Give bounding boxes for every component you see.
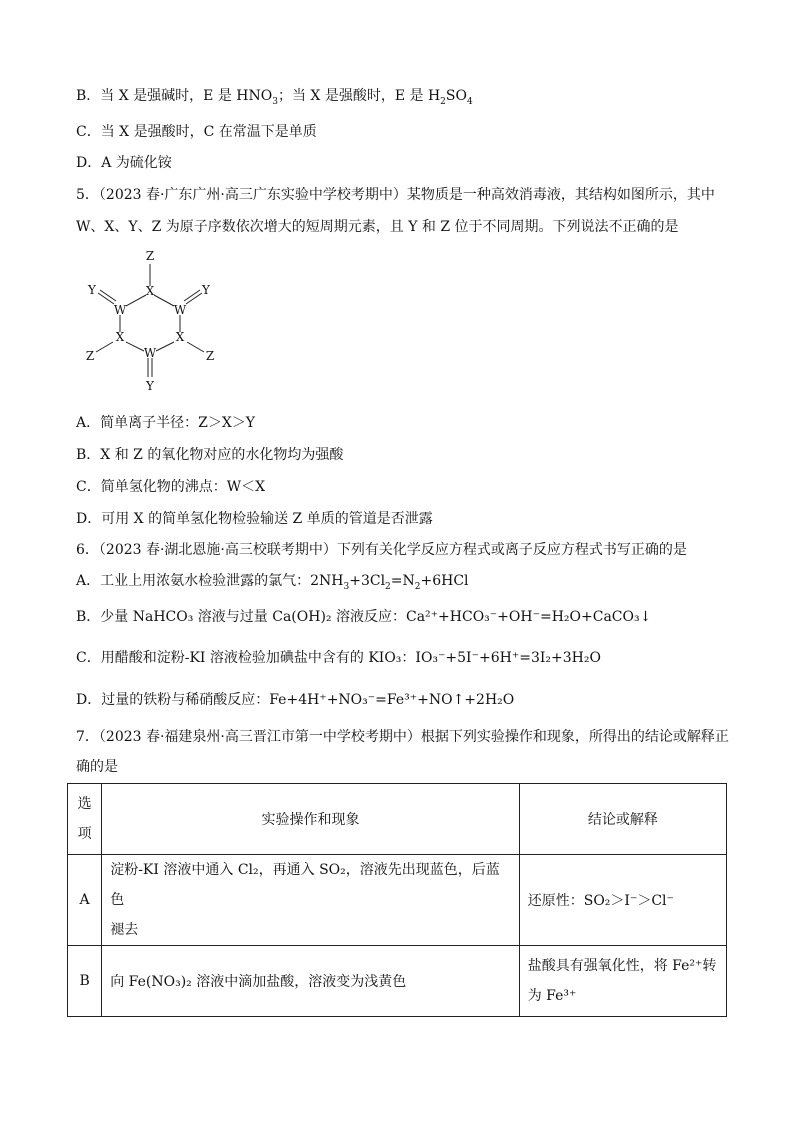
atom-y-right: Y bbox=[202, 283, 210, 297]
table-header-row bbox=[68, 784, 727, 855]
header-conclusion: 结论或解释 bbox=[519, 784, 726, 855]
atom-w-bottom: W bbox=[143, 346, 157, 360]
atom-x-top: X bbox=[145, 284, 155, 298]
q5-option-c: C．简单氢化物的沸点：W＜X bbox=[76, 479, 266, 495]
atom-y-bottom: Y bbox=[146, 379, 154, 393]
q5-option-a: A．简单离子半径：Z＞X＞Y bbox=[76, 415, 256, 431]
table-row bbox=[68, 855, 727, 946]
header-operation: 实验操作和现象 bbox=[102, 784, 520, 855]
atom-x-right: X bbox=[175, 330, 185, 344]
header-option: 选 项 bbox=[68, 784, 102, 855]
q6-option-b: B．少量 NaHCO₃ 溶液与过量 Ca(OH)₂ 溶液反应：Ca²⁺+HCO₃⁻+OH⁻=H₂O+CaCO₃↓ bbox=[76, 609, 652, 625]
atom-z-top: Z bbox=[145, 249, 155, 263]
q6-stem: 6．（2023 春·湖北恩施·高三校联考期中）下列有关化学反应方程式或离子反应方程式书写正确的是 bbox=[76, 542, 687, 558]
q5-stem-line1: 5．（2023 春·广东广州·高三广东实验中学校考期中）某物质是一种高效消毒液，其结构如图所示，其中 bbox=[76, 187, 715, 203]
q5-stem-line2: W、X、Y、Z 为原子序数依次增大的短周期元素，且 Y 和 Z 位于不同周期。下列说法不正确的是 bbox=[76, 219, 679, 235]
table-row bbox=[68, 946, 727, 1017]
atom-z-left: Z bbox=[85, 349, 95, 363]
atom-x-left: X bbox=[115, 330, 125, 344]
row-conclusion: 还原性：SO₂＞I⁻＞Cl⁻ bbox=[519, 855, 726, 946]
molecular-structure-diagram bbox=[78, 248, 228, 398]
q6-option-d: D．过量的铁粉与稀硝酸反应：Fe+4H⁺+NO₃⁻=Fe³⁺+NO↑+2H₂O bbox=[76, 692, 515, 708]
atom-w-left: W bbox=[113, 303, 127, 317]
q4-option-b: B．当 X 是强碱时，E 是 $HNO_3$；当 X 是强酸时，E 是 $H_2SO_4$ bbox=[76, 88, 473, 107]
q4-option-d: D．A 为硫化铵 bbox=[76, 155, 172, 171]
row-operation: 向 Fe(NO₃)₂ 溶液中滴加盐酸，溶液变为浅黄色 bbox=[102, 946, 520, 1017]
atom-z-right: Z bbox=[205, 349, 215, 363]
experiment-table bbox=[67, 783, 727, 1017]
q7-stem-line2: 确的是 bbox=[76, 759, 118, 775]
atom-y-left: Y bbox=[88, 283, 96, 297]
q6-option-a: A．工业上用浓氨水检验泄露的氯气：$2NH_3+3Cl_2=N_2+6HCl$ bbox=[76, 573, 469, 592]
q7-stem-line1: 7．（2023 春·福建泉州·高三晋江市第一中学校考期中）根据下列实验操作和现象，所得出的结论或解释正 bbox=[76, 729, 729, 745]
row-operation: 淀粉-KI 溶液中通入 Cl₂，再通入 SO₂，溶液先出现蓝色，后蓝色 褪去 bbox=[102, 855, 520, 946]
q5-option-b: B．X 和 Z 的氧化物对应的水化物均为强酸 bbox=[76, 447, 344, 463]
atom-w-right: W bbox=[173, 303, 187, 317]
q6-option-c: C．用醋酸和淀粉-KI 溶液检验加碘盐中含有的 KIO₃：IO₃⁻+5I⁻+6H⁺=3I₂+3H₂O bbox=[76, 650, 601, 666]
row-option: A bbox=[68, 855, 102, 946]
q5-option-d: D．可用 X 的简单氢化物检验输送 Z 单质的管道是否泄露 bbox=[76, 511, 433, 527]
q4-option-c: C．当 X 是强酸时，C 在常温下是单质 bbox=[76, 124, 317, 140]
row-option: B bbox=[68, 946, 102, 1017]
row-conclusion: 盐酸具有强氧化性，将 Fe²⁺转 为 Fe³⁺ bbox=[519, 946, 726, 1017]
